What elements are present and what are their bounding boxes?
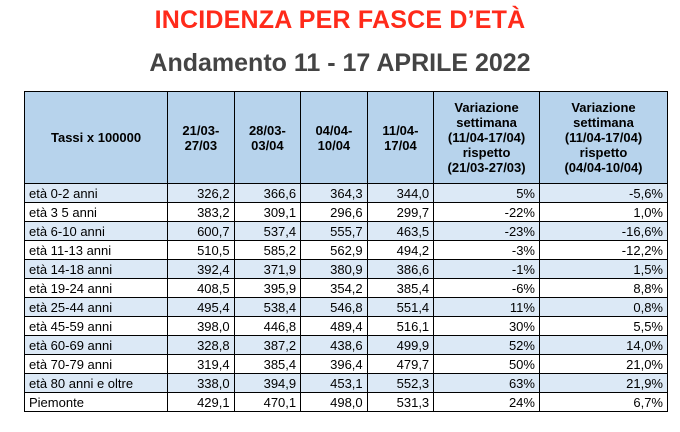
table-cell: 510,5 <box>168 241 235 260</box>
table-cell: 354,2 <box>301 279 368 298</box>
column-header-line: Variazione <box>571 100 636 115</box>
table-row <box>25 317 668 336</box>
table-cell: 463,5 <box>367 222 434 241</box>
table-cell: 551,4 <box>367 298 434 317</box>
column-header-line: 21/03- <box>182 122 220 138</box>
row-label: età 11-13 anni <box>25 241 168 260</box>
column-header-line: settimana <box>456 115 517 130</box>
table-cell: 326,2 <box>168 184 235 203</box>
table-cell: 394,9 <box>234 374 301 393</box>
column-header <box>168 92 235 184</box>
row-label: età 60-69 anni <box>25 336 168 355</box>
column-header <box>234 92 301 184</box>
table-cell: 453,1 <box>301 374 368 393</box>
column-header-line: Tassi x 100000 <box>50 130 142 145</box>
table-cell: 5% <box>434 184 540 203</box>
table-cell: 385,4 <box>234 355 301 374</box>
table-cell: 5,5% <box>539 317 667 336</box>
table-cell: 537,4 <box>234 222 301 241</box>
row-label: età 25-44 anni <box>25 298 168 317</box>
table-cell: 344,0 <box>367 184 434 203</box>
table-cell: 387,2 <box>234 336 301 355</box>
table-cell: 30% <box>434 317 540 336</box>
table-cell: 600,7 <box>168 222 235 241</box>
table-cell: -22% <box>434 203 540 222</box>
table-cell: -23% <box>434 222 540 241</box>
table-row <box>25 336 668 355</box>
table-cell: -3% <box>434 241 540 260</box>
table-cell: 438,6 <box>301 336 368 355</box>
table-cell: 21,0% <box>539 355 667 374</box>
table-cell: 498,0 <box>301 393 368 412</box>
table-cell: 555,7 <box>301 222 368 241</box>
row-label: Piemonte <box>25 393 168 412</box>
page-subtitle: Andamento 11 - 17 APRILE 2022 <box>149 49 531 77</box>
table-cell: 63% <box>434 374 540 393</box>
column-header-line: 10/04 <box>317 137 351 153</box>
column-header-line: 04/04- <box>315 122 353 138</box>
table-cell: 366,6 <box>234 184 301 203</box>
row-label: età 0-2 anni <box>25 184 168 203</box>
column-header-line: (11/04-17/04) <box>447 130 526 145</box>
table-cell: 21,9% <box>539 374 667 393</box>
table-cell: 531,3 <box>367 393 434 412</box>
column-header <box>367 92 434 184</box>
column-header-line: (11/04-17/04) <box>564 130 643 145</box>
table-cell: 585,2 <box>234 241 301 260</box>
table-cell: 6,7% <box>539 393 667 412</box>
table-cell: 8,8% <box>539 279 667 298</box>
table-row <box>25 355 668 374</box>
table-cell: 0,8% <box>539 298 667 317</box>
table-cell: -16,6% <box>539 222 667 241</box>
table-row <box>25 184 668 203</box>
table-cell: 538,4 <box>234 298 301 317</box>
table-cell: 395,9 <box>234 279 301 298</box>
table-body <box>25 184 668 412</box>
column-header <box>434 92 540 184</box>
table-cell: 14,0% <box>539 336 667 355</box>
table-cell: 364,3 <box>301 184 368 203</box>
column-header-line: 27/03 <box>184 137 218 153</box>
table-cell: -12,2% <box>539 241 667 260</box>
column-header-line: rispetto <box>462 145 511 160</box>
table-row <box>25 279 668 298</box>
table-cell: 499,9 <box>367 336 434 355</box>
column-header-line: rispetto <box>579 145 628 160</box>
table-cell: 319,4 <box>168 355 235 374</box>
table-cell: 429,1 <box>168 393 235 412</box>
table-cell: 50% <box>434 355 540 374</box>
table-cell: 1,0% <box>539 203 667 222</box>
row-label: età 70-79 anni <box>25 355 168 374</box>
column-header-line: Variazione <box>454 100 519 115</box>
row-label: età 80 anni e oltre <box>25 374 168 393</box>
table-cell: -5,6% <box>539 184 667 203</box>
table-cell: 11% <box>434 298 540 317</box>
table-cell: 309,1 <box>234 203 301 222</box>
table-cell: 296,6 <box>301 203 368 222</box>
table-row <box>25 298 668 317</box>
table-cell: 489,4 <box>301 317 368 336</box>
table-cell: 371,9 <box>234 260 301 279</box>
table-cell: 392,4 <box>168 260 235 279</box>
column-header <box>539 92 667 184</box>
table-cell: 385,4 <box>367 279 434 298</box>
table-cell: 383,2 <box>168 203 235 222</box>
row-label: età 3 5 anni <box>25 203 168 222</box>
row-label: età 14-18 anni <box>25 260 168 279</box>
table-row <box>25 241 668 260</box>
row-label: età 19-24 anni <box>25 279 168 298</box>
table-cell: 552,3 <box>367 374 434 393</box>
table-row <box>25 260 668 279</box>
table-cell: 562,9 <box>301 241 368 260</box>
column-header <box>25 92 168 184</box>
column-header-line: (04/04-10/04) <box>564 160 643 175</box>
table-row <box>25 374 668 393</box>
table-cell: 446,8 <box>234 317 301 336</box>
total-row <box>25 393 668 412</box>
column-header <box>301 92 368 184</box>
table-cell: 380,9 <box>301 260 368 279</box>
table-cell: -1% <box>434 260 540 279</box>
column-header-line: (21/03-27/03) <box>447 160 526 175</box>
table-cell: 396,4 <box>301 355 368 374</box>
table-cell: 386,6 <box>367 260 434 279</box>
column-header-line: 28/03- <box>248 122 286 138</box>
row-label: età 45-59 anni <box>25 317 168 336</box>
table-cell: 1,5% <box>539 260 667 279</box>
table-cell: 24% <box>434 393 540 412</box>
table-cell: 546,8 <box>301 298 368 317</box>
column-header-line: 03/04 <box>251 137 284 153</box>
table-cell: 495,4 <box>168 298 235 317</box>
table-header-row <box>25 92 668 184</box>
table-cell: 299,7 <box>367 203 434 222</box>
table-row <box>25 222 668 241</box>
page-title: INCIDENZA PER FASCE D’ETÀ <box>154 6 526 34</box>
column-header-line: 17/04 <box>384 137 417 153</box>
table-row <box>25 203 668 222</box>
table-cell: 338,0 <box>168 374 235 393</box>
table-cell: 328,8 <box>168 336 235 355</box>
table-cell: 494,2 <box>367 241 434 260</box>
table-cell: 479,7 <box>367 355 434 374</box>
table-cell: 52% <box>434 336 540 355</box>
column-header-line: settimana <box>573 115 634 130</box>
table-cell: 408,5 <box>168 279 235 298</box>
column-header-line: 11/04- <box>382 122 419 138</box>
incidence-table <box>24 91 668 412</box>
table-cell: -6% <box>434 279 540 298</box>
table-cell: 516,1 <box>367 317 434 336</box>
row-label: età 6-10 anni <box>25 222 168 241</box>
table-cell: 470,1 <box>234 393 301 412</box>
table-cell: 398,0 <box>168 317 235 336</box>
